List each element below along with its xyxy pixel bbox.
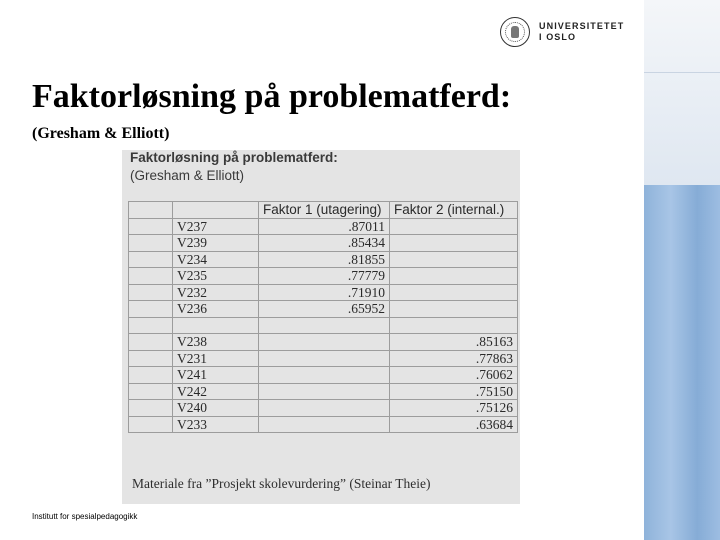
- variable-cell: V231: [173, 350, 259, 367]
- side-divider: [644, 72, 720, 73]
- faktor-1-cell: .71910: [259, 284, 390, 301]
- table-row: [129, 218, 518, 235]
- table-row: [129, 367, 518, 384]
- row-spacer-cell: [129, 301, 173, 318]
- faktor-2-cell: [390, 235, 518, 252]
- faktor-2-cell: [390, 251, 518, 268]
- table-row: [129, 251, 518, 268]
- faktor-1-cell: [259, 383, 390, 400]
- university-logo: [500, 14, 624, 50]
- scan-title: Faktorløsning på problematferd:: [130, 150, 338, 165]
- logo-line-1: UNIVERSITETET: [539, 21, 625, 31]
- logo-text: [539, 21, 624, 43]
- faktor-1-cell: .85434: [259, 235, 390, 252]
- faktor-2-cell: [390, 317, 518, 334]
- header-cell: [129, 202, 173, 219]
- table-row: [129, 235, 518, 252]
- faktor-2-cell: .85163: [390, 334, 518, 351]
- logo-line-2: I OSLO: [539, 32, 577, 42]
- table-row: [129, 301, 518, 318]
- row-spacer-cell: [129, 334, 173, 351]
- row-spacer-cell: [129, 251, 173, 268]
- row-spacer-cell: [129, 268, 173, 285]
- faktor-2-cell: [390, 284, 518, 301]
- faktor-1-cell: [259, 317, 390, 334]
- variable-cell: V235: [173, 268, 259, 285]
- variable-cell: V239: [173, 235, 259, 252]
- row-spacer-cell: [129, 284, 173, 301]
- table-row: [129, 284, 518, 301]
- row-spacer-cell: [129, 416, 173, 433]
- variable-cell: V232: [173, 284, 259, 301]
- faktor-2-cell: .77863: [390, 350, 518, 367]
- table-row: [129, 416, 518, 433]
- faktor-1-cell: [259, 400, 390, 417]
- row-spacer-cell: [129, 350, 173, 367]
- side-decoration-top: [644, 0, 720, 185]
- faktor-1-cell: .77779: [259, 268, 390, 285]
- faktor-2-cell: [390, 301, 518, 318]
- variable-cell: V238: [173, 334, 259, 351]
- table-row: [129, 350, 518, 367]
- variable-cell: V233: [173, 416, 259, 433]
- table-header-row: [129, 202, 518, 219]
- table-row: [129, 334, 518, 351]
- table-row: [129, 268, 518, 285]
- variable-cell: [173, 317, 259, 334]
- header-faktor-2: Faktor 2 (internal.): [390, 202, 518, 219]
- row-spacer-cell: [129, 317, 173, 334]
- variable-cell: V242: [173, 383, 259, 400]
- scan-subtitle: (Gresham & Elliott): [130, 168, 245, 183]
- faktor-2-cell: .75126: [390, 400, 518, 417]
- faktor-1-cell: [259, 350, 390, 367]
- scanned-document: [122, 150, 520, 504]
- table-row: [129, 317, 518, 334]
- table-row: [129, 400, 518, 417]
- faktor-1-cell: [259, 416, 390, 433]
- faktor-1-cell: [259, 367, 390, 384]
- faktor-1-cell: .81855: [259, 251, 390, 268]
- slide-title: Faktorløsning på problematferd:: [32, 78, 512, 115]
- row-spacer-cell: [129, 235, 173, 252]
- variable-cell: V237: [173, 218, 259, 235]
- row-spacer-cell: [129, 367, 173, 384]
- row-spacer-cell: [129, 383, 173, 400]
- faktor-2-cell: [390, 268, 518, 285]
- faktor-2-cell: .63684: [390, 416, 518, 433]
- scan-note: Materiale fra ”Prosjekt skolevurdering” (Steinar Theie): [132, 476, 431, 491]
- variable-cell: V234: [173, 251, 259, 268]
- slide-subtitle: (Gresham & Elliott): [32, 125, 170, 142]
- variable-cell: V241: [173, 367, 259, 384]
- table-body: [129, 218, 518, 433]
- side-decoration: [644, 0, 720, 540]
- factor-table: [128, 201, 518, 433]
- row-spacer-cell: [129, 218, 173, 235]
- faktor-1-cell: [259, 334, 390, 351]
- row-spacer-cell: [129, 400, 173, 417]
- variable-cell: V240: [173, 400, 259, 417]
- faktor-1-cell: .87011: [259, 218, 390, 235]
- header-cell: [173, 202, 259, 219]
- header-faktor-1: Faktor 1 (utagering): [259, 202, 390, 219]
- faktor-1-cell: .65952: [259, 301, 390, 318]
- table-row: [129, 383, 518, 400]
- variable-cell: V236: [173, 301, 259, 318]
- footer-text: Institutt for spesialpedagogikk: [32, 512, 138, 521]
- side-decoration-bottom: [644, 185, 720, 540]
- faktor-2-cell: .76062: [390, 367, 518, 384]
- university-seal-icon: [500, 17, 530, 47]
- faktor-2-cell: [390, 218, 518, 235]
- faktor-2-cell: .75150: [390, 383, 518, 400]
